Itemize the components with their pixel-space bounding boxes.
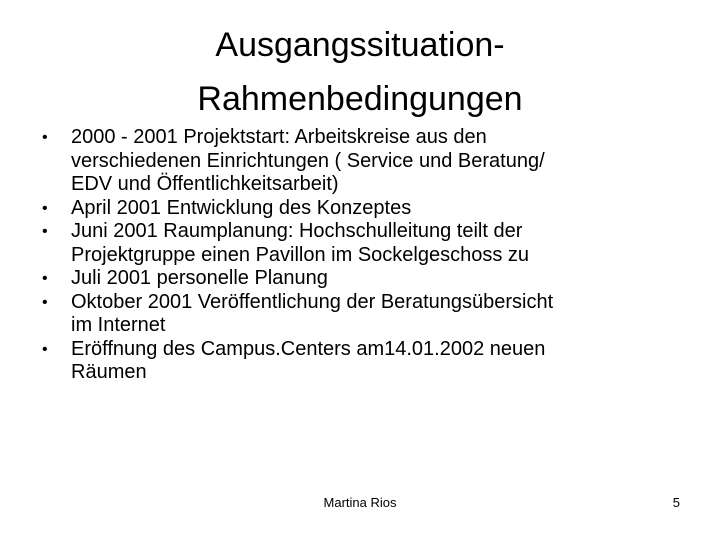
bullet-item-1: [42, 126, 682, 197]
bullet-icon: •: [42, 129, 48, 146]
bullet-line: im Internet: [71, 314, 166, 336]
bullet-icon: •: [42, 340, 48, 358]
footer-author: Martina Rios: [323, 495, 397, 510]
slide-title: [60, 18, 660, 126]
slide-title-line-1: Ausgangssituation-: [215, 26, 505, 64]
bullet-line: April 2001 Entwicklung des Konzeptes: [71, 196, 412, 219]
bullet-icon: •: [42, 223, 48, 240]
bullet-item-6: [42, 338, 682, 385]
bullet-line: Eröffnung des Campus.Centers am14.01.2002 neuen: [71, 337, 546, 360]
bullet-line: 2000 - 2001 Projektstart: Arbeitskreise aus den: [71, 126, 487, 148]
slide-title-line-2: Rahmenbedingungen: [197, 80, 523, 118]
bullet-line: Oktober 2001 Veröffentlichung der Beratungsübersicht: [71, 290, 554, 313]
bullet-icon: •: [42, 199, 48, 217]
bullet-line: Juni 2001 Raumplanung: Hochschulleitung teilt der: [71, 220, 523, 242]
bullet-list: [42, 126, 682, 385]
bullet-icon: •: [42, 293, 48, 311]
bullet-line: Juli 2001 personelle Planung: [71, 267, 328, 289]
bullet-item-3: [42, 220, 682, 267]
bullet-icon: •: [42, 270, 48, 287]
bullet-line: Projektgruppe einen Pavillon im Sockelgeschoss zu: [71, 243, 530, 266]
page-number: 5: [672, 495, 680, 510]
bullet-item-5: [42, 291, 682, 338]
bullet-line: EDV und Öffentlichkeitsarbeit): [71, 173, 339, 195]
bullet-line: verschiedenen Einrichtungen ( Service und Beratung/: [71, 149, 545, 172]
bullet-item-2: [42, 197, 682, 221]
bullet-item-4: [42, 267, 682, 291]
bullet-line: Räumen: [71, 361, 147, 383]
